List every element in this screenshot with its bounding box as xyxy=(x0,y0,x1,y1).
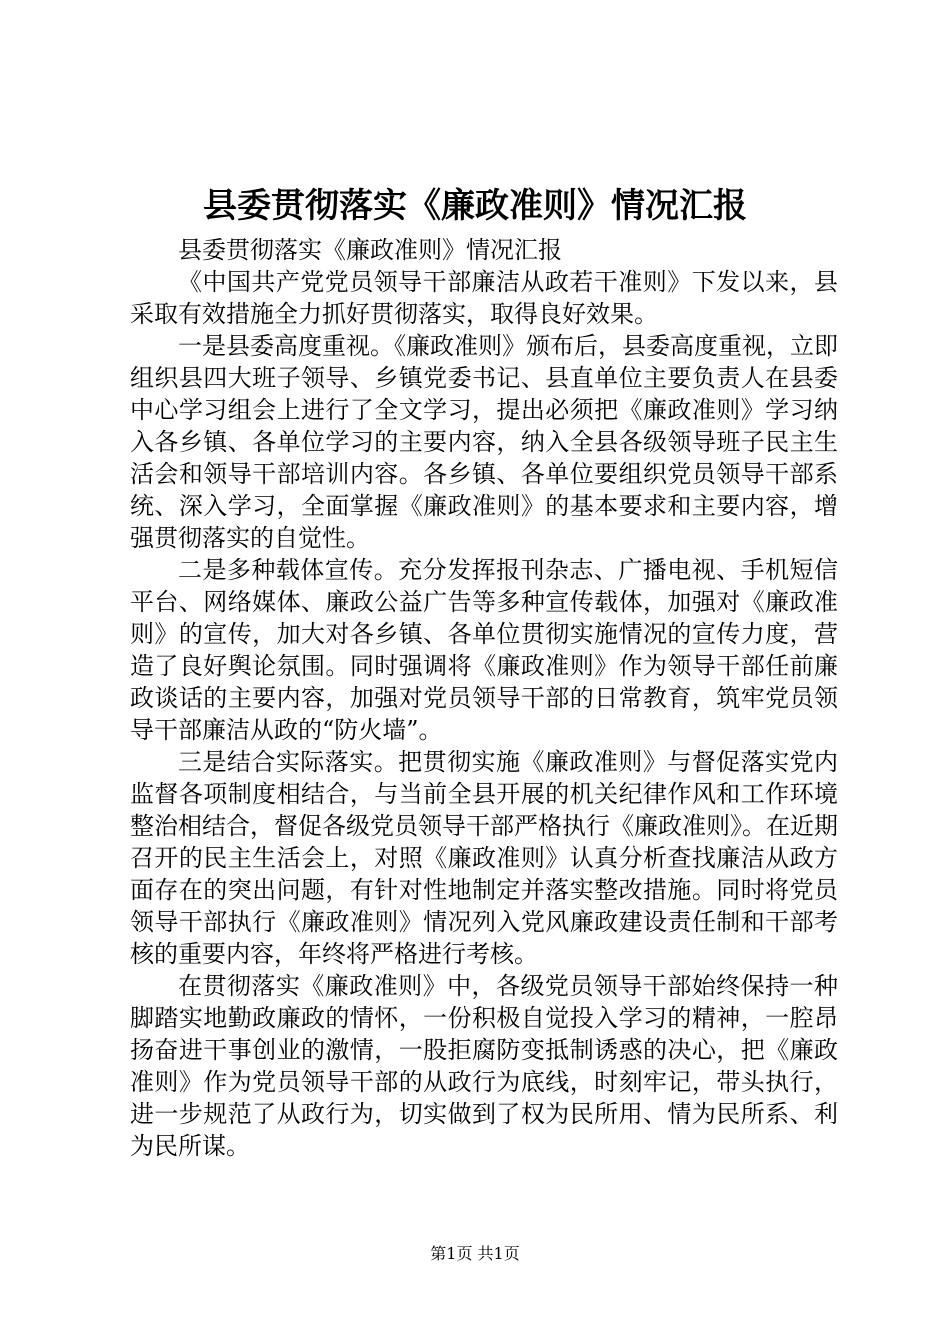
paragraph-subtitle: 县委贯彻落实《廉政准则》情况汇报 xyxy=(178,236,562,264)
page-footer: 第1页 共1页 xyxy=(430,1244,520,1263)
paragraph-intro: 《中国共产党党员领导干部廉洁从政若干准则》下发以来，县采取有效措施全力抓好贯彻落实，取得良好效果。 xyxy=(130,268,838,328)
paragraph-point-one: 一是县委高度重视。《廉政准则》颁布后，县委高度重视，立即组织县四大班子领导、乡镇党委书记、县直单位主要负责人在县委中心学习组会上进行了全文学习，提出必须把《廉政准则》学习纳入各乡镇、各单位学习的主要内容，纳入全县各级领导班子民主生活会和领导干部培训内容。各乡镇、各单位要组织党员领导干部系统、深入学习，全面掌握《廉政准则》的基本要求和主要内容，增强贯彻落实的自觉性。 xyxy=(130,332,838,552)
paragraph-conclusion: 在贯彻落实《廉政准则》中，各级党员领导干部始终保持一种脚踏实地勤政廉政的情怀，一份积极自觉投入学习的精神，一腔昂扬奋进干事创业的激情，一股拒腐防变抵制诱惑的决心，把《廉政准则》作为党员领导干部的从政行为底线，时刻牢记，带头执行，进一步规范了从政行为，切实做到了权为民所用、情为民所系、利为民所谋。 xyxy=(130,972,838,1160)
document-title: 县委贯彻落实《廉政准则》情况汇报 xyxy=(203,186,747,226)
paragraph-point-two: 二是多种载体宣传。充分发挥报刊杂志、广播电视、手机短信平台、网络媒体、廉政公益广告等多种宣传载体，加强对《廉政准则》的宣传，加大对各乡镇、各单位贯彻实施情况的宣传力度，营造了良好舆论氛围。同时强调将《廉政准则》作为领导干部任前廉政谈话的主要内容，加强对党员领导干部的日常教育，筑牢党员领导干部廉洁从政的“防火墙”。 xyxy=(130,556,838,744)
paragraph-point-three: 三是结合实际落实。把贯彻实施《廉政准则》与督促落实党内监督各项制度相结合，与当前全县开展的机关纪律作风和工作环境整治相结合，督促各级党员领导干部严格执行《廉政准则》。在近期召开的民主生活会上，对照《廉政准则》认真分析查找廉洁从政方面存在的突出问题，有针对性地制定并落实整改措施。同时将党员领导干部执行《廉政准则》情况列入党风廉政建设责任制和干部考核的重要内容，年终将严格进行考核。 xyxy=(130,748,838,968)
document-body xyxy=(130,234,838,1162)
